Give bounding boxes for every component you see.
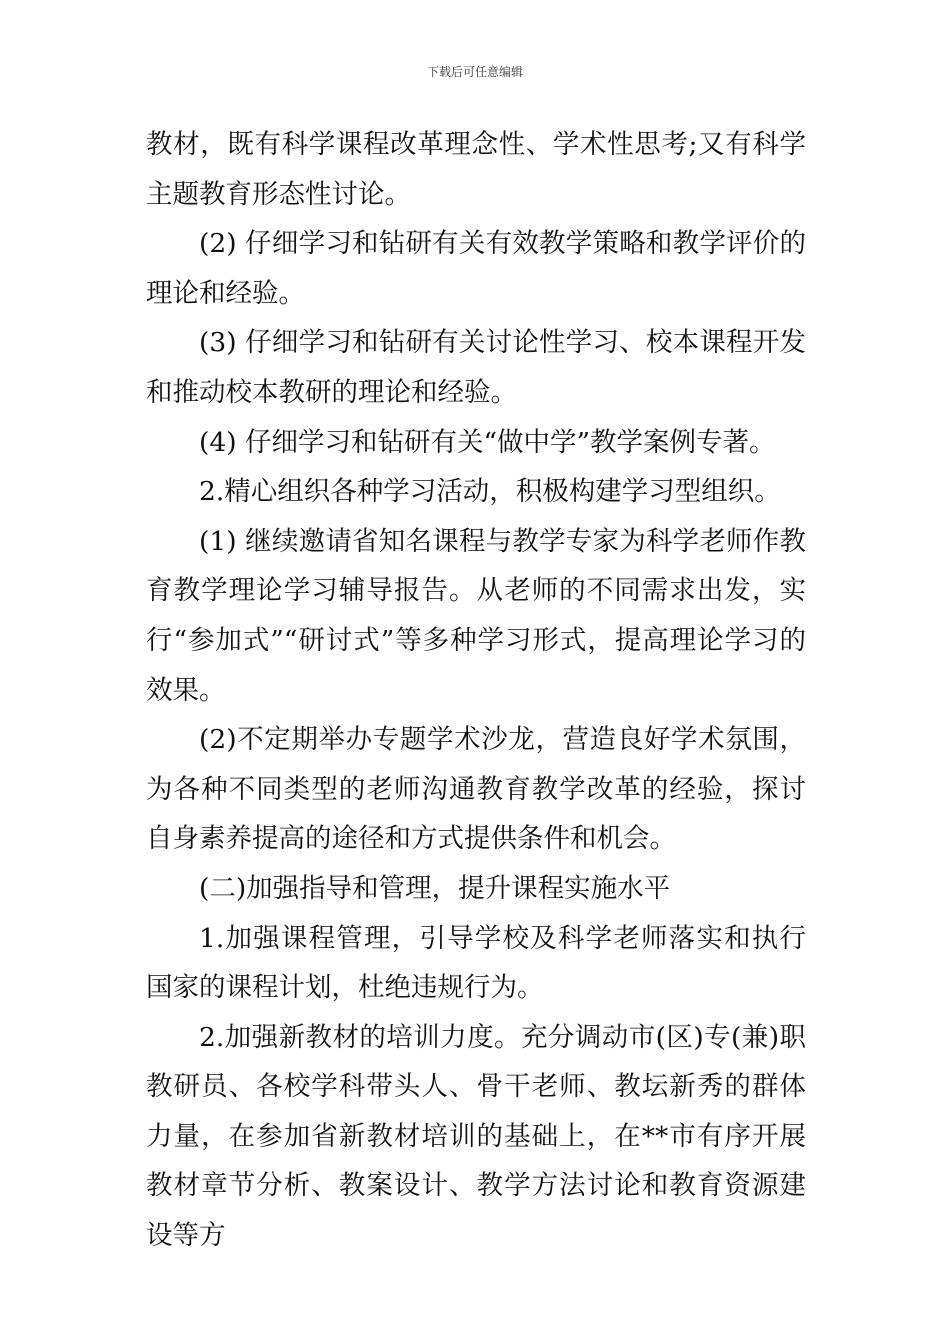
paragraph-3: (3) 仔细学习和钻研有关讨论性学习、校本课程开发和推动校本教研的理论和经验。 [146,327,806,408]
paragraph-6: (1) 继续邀请省知名课程与教学专家为科学老师作教育教学理论学习辅导报告。从老师的不同需求出发，实行“参加式”“研讨式”等多种学习形式，提高理论学习的效果。 [146,525,806,706]
paragraph-7: (2)不定期举办专题学术沙龙，营造良好学术氛围，为各种不同类型的老师沟通教育教学改革的经验，探讨自身素养提高的途径和方式提供条件和机会。 [146,724,806,855]
paragraph-1: 教材，既有科学课程改革理念性、学术性思考;又有科学主题教育形态性讨论。 [146,129,806,210]
page-header: 下载后可任意编辑 [426,65,523,79]
paragraph-9: 1.加强课程管理，引导学校及科学老师落实和执行国家的课程计划，杜绝违规行为。 [146,922,806,1004]
paragraph-10: 2.加强新教材的培训力度。充分调动市(区)专(兼)职教研员、各校学科带头人、骨干老师、教坛新秀的群体力量，在参加省新教材培训的基础上，在**市有序开展教材章节分析、教案设计、教学方法讨论和教育资源建设等方 [146,1021,806,1252]
paragraph-4: (4) 仔细学习和钻研有关“做中学”教学案例专著。 [199,426,776,458]
paragraph-2: (2) 仔细学习和钻研有关有效教学策略和教学评价的理论和经验。 [146,228,806,309]
section-heading: (二)加强指导和管理，提升课程实施水平 [199,872,671,904]
document-body [146,120,806,1261]
paragraph-5: 2.精心组织各种学习活动，积极构建学习型组织。 [199,476,781,508]
